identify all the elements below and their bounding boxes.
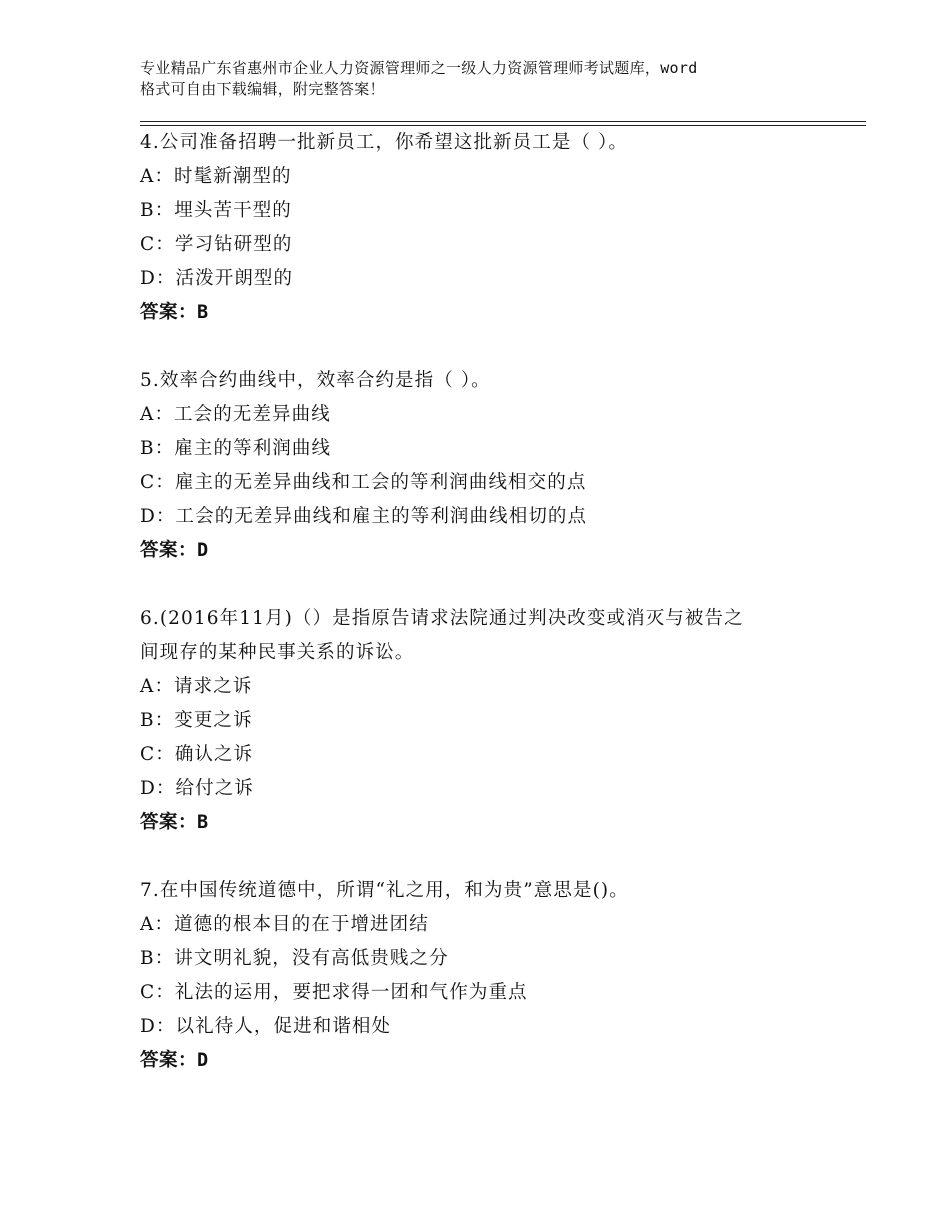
answer-label: 答案：B xyxy=(140,812,209,833)
option-a: A：时髦新潮型的 xyxy=(140,166,292,187)
question-stem-line-1: 6.(2016年11月)（）是指原告请求法院通过判决改变或消灭与被告之 xyxy=(140,608,744,629)
document-header xyxy=(140,58,830,100)
question-7 xyxy=(140,874,820,1078)
question-4 xyxy=(140,126,820,330)
header-line-1: 专业精品广东省惠州市企业人力资源管理师之一级人力资源管理师考试题库，word xyxy=(140,59,698,77)
header-line-2: 格式可自由下载编辑，附完整答案！ xyxy=(140,80,385,98)
question-6 xyxy=(140,602,820,840)
option-d: D：给付之诉 xyxy=(140,778,254,799)
header-rule-top xyxy=(140,121,866,122)
option-c: C：学习钻研型的 xyxy=(140,234,293,255)
answer-label: 答案：D xyxy=(140,1050,209,1071)
option-b: B：变更之诉 xyxy=(140,710,253,731)
question-stem: 5.效率合约曲线中，效率合约是指（ ）。 xyxy=(140,370,491,391)
answer-label: 答案：B xyxy=(140,302,209,323)
answer-label: 答案：D xyxy=(140,540,209,561)
option-d: D：工会的无差异曲线和雇主的等利润曲线相切的点 xyxy=(140,506,588,527)
option-c: C：礼法的运用，要把求得一团和气作为重点 xyxy=(140,982,528,1003)
option-b: B：讲文明礼貌，没有高低贵贱之分 xyxy=(140,948,449,969)
option-d: D：活泼开朗型的 xyxy=(140,268,294,289)
option-a: A：工会的无差异曲线 xyxy=(140,404,331,425)
question-stem-line-2: 间现存的某种民事关系的诉讼。 xyxy=(140,642,415,663)
option-b: B：埋头苦干型的 xyxy=(140,200,292,221)
option-b: B：雇主的等利润曲线 xyxy=(140,438,332,459)
question-stem: 7.在中国传统道德中，所谓“礼之用，和为贵”意思是()。 xyxy=(140,880,629,901)
question-list xyxy=(140,126,820,1112)
option-c: C：确认之诉 xyxy=(140,744,254,765)
option-a: A：道德的根本目的在于增进团结 xyxy=(140,914,429,935)
question-5 xyxy=(140,364,820,568)
option-c: C：雇主的无差异曲线和工会的等利润曲线相交的点 xyxy=(140,472,587,493)
question-stem: 4.公司准备招聘一批新员工，你希望这批新员工是（ ）。 xyxy=(140,132,628,153)
option-d: D：以礼待人，促进和谐相处 xyxy=(140,1016,392,1037)
option-a: A：请求之诉 xyxy=(140,676,253,697)
